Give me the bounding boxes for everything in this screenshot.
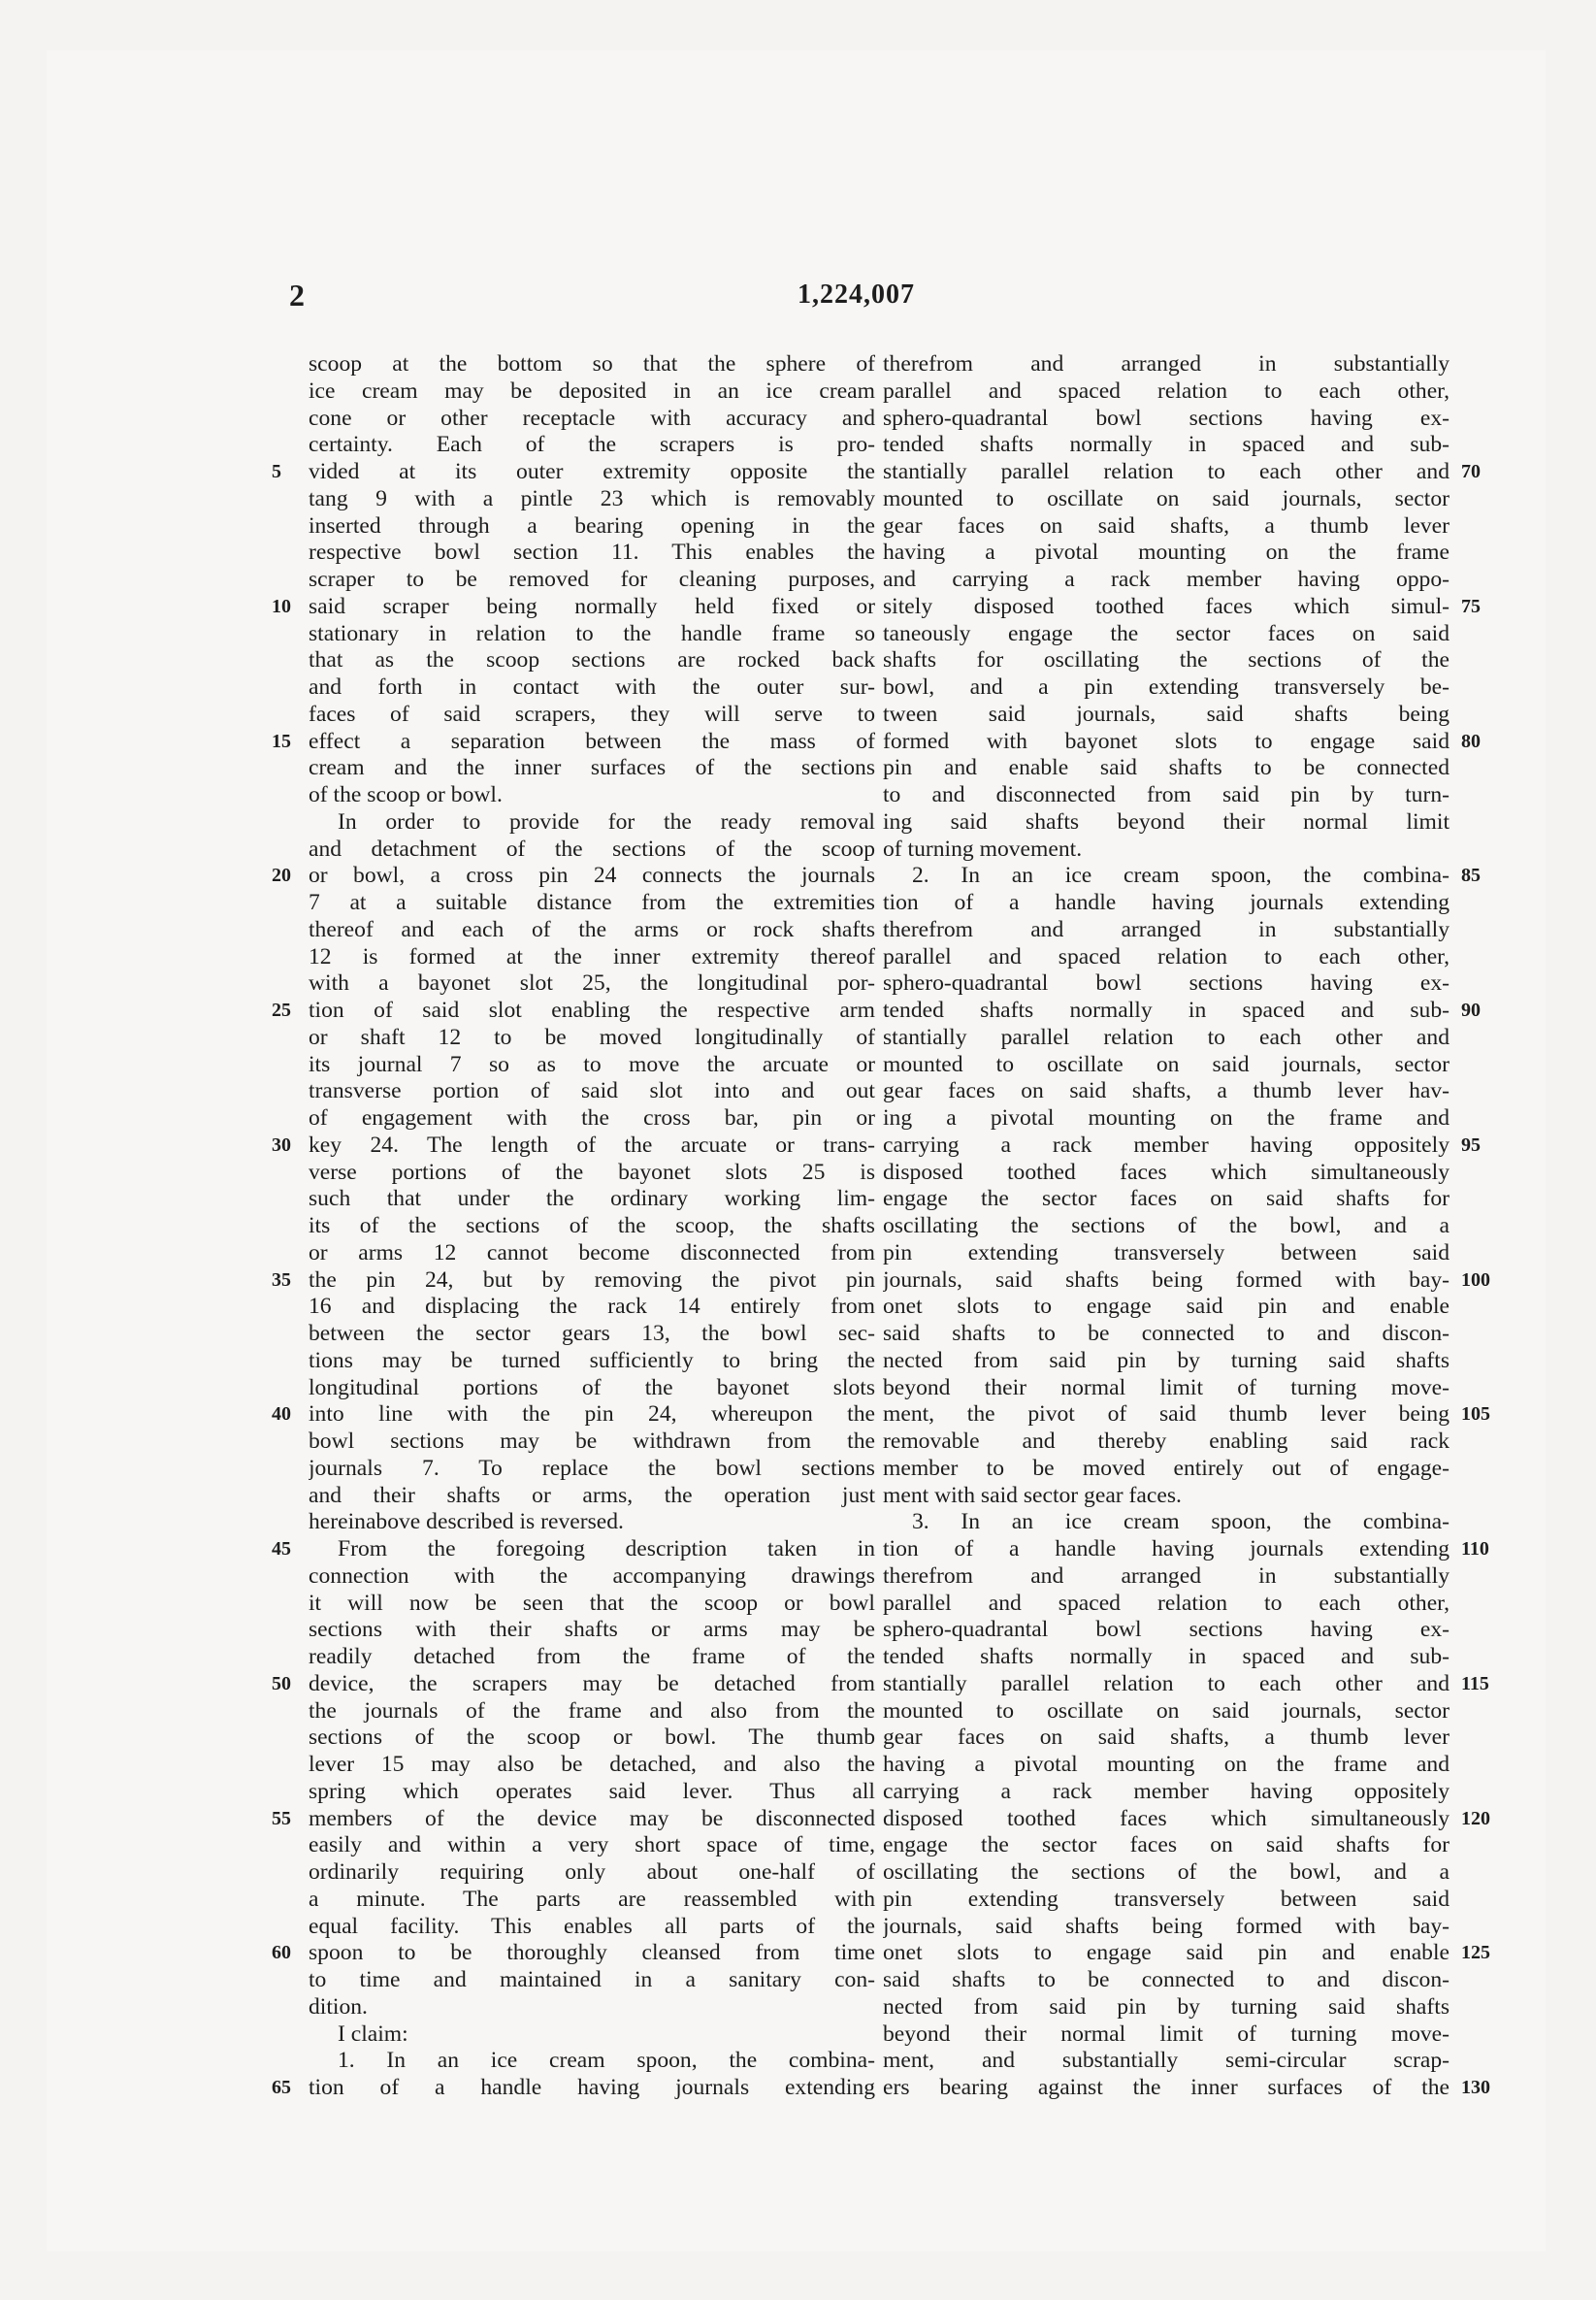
- line-number: 95: [1461, 1134, 1481, 1156]
- text-line: cone or other receptacle with accuracy and: [309, 405, 875, 431]
- text-line: thereof and each of the arms or rock shafts: [309, 916, 875, 942]
- text-line: parallel and spaced relation to each other,: [883, 1590, 1449, 1616]
- text-line: to and disconnected from said pin by turn-: [883, 782, 1449, 807]
- text-line: ordinarily requiring only about one-half of: [309, 1859, 875, 1885]
- text-line: removable and thereby enabling said rack: [883, 1429, 1449, 1454]
- text-line: 16 and displacing the rack 14 entirely from: [309, 1294, 875, 1320]
- text-line: its journal 7 so as to move the arcuate or: [309, 1051, 875, 1077]
- text-line: it will now be seen that the scoop or bowl: [309, 1590, 875, 1616]
- text-line: dition.: [309, 1993, 368, 2020]
- line-number: 85: [1461, 865, 1481, 887]
- text-line: longitudinal portions of the bayonet slots: [309, 1374, 875, 1400]
- patent-number: 1,224,007: [798, 279, 915, 310]
- line-number: 125: [1461, 1942, 1490, 1964]
- text-line: onet slots to engage said pin and enable: [883, 1940, 1449, 1966]
- text-line: engage the sector faces on said shafts for: [883, 1832, 1449, 1858]
- text-line: oscillating the sections of the bowl, and a: [883, 1859, 1449, 1885]
- text-line: bowl sections may be withdrawn from the: [309, 1429, 875, 1454]
- line-number: 50: [272, 1672, 291, 1694]
- text-line: stantially parallel relation to each other and: [883, 1670, 1449, 1696]
- line-number: 110: [1461, 1538, 1489, 1560]
- text-line: 3. In an ice cream spoon, the combina-: [912, 1509, 1449, 1535]
- text-line: mounted to oscillate on said journals, sector: [883, 1697, 1449, 1724]
- text-line: ment, and substantially semi-circular scrap-: [883, 2048, 1449, 2074]
- text-line: and detachment of the sections of the scoop: [309, 836, 875, 862]
- text-line: sections of the scoop or bowl. The thumb: [309, 1725, 875, 1751]
- text-line: certainty. Each of the scrapers is pro-: [309, 432, 875, 458]
- text-line: parallel and spaced relation to each other,: [883, 943, 1449, 969]
- text-line: key 24. The length of the arcuate or trans-: [309, 1132, 875, 1158]
- text-line: ers bearing against the inner surfaces of the: [883, 2075, 1449, 2100]
- text-line: tions may be turned sufficiently to bring the: [309, 1347, 875, 1373]
- line-number: 90: [1461, 1000, 1481, 1021]
- text-line: stationary in relation to the handle frame so: [309, 620, 875, 646]
- text-line: respective bowl section 11. This enables the: [309, 540, 875, 566]
- text-line: tended shafts normally in spaced and sub-: [883, 998, 1449, 1023]
- text-line: to time and maintained in a sanitary con-: [309, 1967, 875, 1992]
- text-line: of engagement with the cross bar, pin or: [309, 1105, 875, 1131]
- line-number: 130: [1461, 2077, 1490, 2098]
- page-number: 2: [289, 278, 306, 312]
- line-number: 55: [272, 1807, 291, 1829]
- text-line: and carrying a rack member having oppo-: [883, 567, 1449, 592]
- text-line: taneously engage the sector faces on said: [883, 620, 1449, 646]
- text-line: shafts for oscillating the sections of the: [883, 647, 1449, 674]
- text-line: stantially parallel relation to each other and: [883, 1024, 1449, 1050]
- line-number: 65: [272, 2077, 291, 2098]
- text-line: cream and the inner surfaces of the sections: [309, 755, 875, 781]
- line-number: 120: [1461, 1807, 1490, 1829]
- text-line: connection with the accompanying drawings: [309, 1562, 875, 1589]
- text-line: tween said journals, said shafts being: [883, 701, 1449, 727]
- line-number: 25: [272, 1000, 291, 1021]
- text-line: equal facility. This enables all parts of the: [309, 1913, 875, 1939]
- text-line: readily detached from the frame of the: [309, 1644, 875, 1669]
- text-line: carrying a rack member having oppositely: [883, 1778, 1449, 1804]
- text-line: or bowl, a cross pin 24 connects the journals: [309, 863, 875, 889]
- text-line: with a bayonet slot 25, the longitudinal por-: [309, 970, 875, 997]
- text-line: ice cream may be deposited in an ice cream: [309, 378, 875, 404]
- text-line: journals, said shafts being formed with bay-: [883, 1266, 1449, 1293]
- text-line: therefrom and arranged in substantially: [883, 1562, 1449, 1589]
- text-line: beyond their normal limit of turning move-: [883, 2021, 1449, 2047]
- text-line: into line with the pin 24, whereupon the: [309, 1401, 875, 1428]
- text-line: bowl, and a pin extending transversely be-: [883, 674, 1449, 700]
- text-line: and forth in contact with the outer sur-: [309, 674, 875, 700]
- line-number: 35: [272, 1268, 291, 1291]
- line-number: 5: [272, 461, 281, 482]
- text-line: 1. In an ice cream spoon, the combina-: [338, 2048, 875, 2074]
- text-line: its of the sections of the scoop, the shafts: [309, 1213, 875, 1238]
- text-line: pin and enable said shafts to be connected: [883, 755, 1449, 781]
- text-line: ing said shafts beyond their normal limit: [883, 808, 1449, 835]
- text-line: therefrom and arranged in substantially: [883, 916, 1449, 942]
- text-line: gear faces on said shafts, a thumb lever hav-: [883, 1078, 1449, 1104]
- text-line: sphero-quadrantal bowl sections having ex-: [883, 970, 1449, 997]
- text-line: said scraper being normally held fixed or: [309, 593, 875, 619]
- text-line: or arms 12 cannot become disconnected from: [309, 1239, 875, 1265]
- line-number: 70: [1461, 461, 1481, 482]
- text-line: of the scoop or bowl.: [309, 782, 503, 807]
- text-line: onet slots to engage said pin and enable: [883, 1294, 1449, 1320]
- text-line: nected from said pin by turning said shafts: [883, 1347, 1449, 1373]
- line-number: 60: [272, 1942, 291, 1964]
- left-text-column: [309, 351, 875, 2102]
- text-line: I claim:: [338, 2021, 408, 2047]
- line-number: 15: [272, 730, 291, 752]
- text-line: parallel and spaced relation to each other,: [883, 378, 1449, 404]
- line-number: 100: [1461, 1268, 1490, 1291]
- text-line: between the sector gears 13, the bowl sec-: [309, 1321, 875, 1346]
- text-line: transverse portion of said slot into and out: [309, 1078, 875, 1104]
- line-number: 45: [272, 1538, 291, 1560]
- text-line: easily and within a very short space of time,: [309, 1832, 875, 1858]
- text-line: mounted to oscillate on said journals, sector: [883, 485, 1449, 511]
- text-line: tion of said slot enabling the respective arm: [309, 998, 875, 1023]
- text-line: gear faces on said shafts, a thumb lever: [883, 1725, 1449, 1751]
- text-line: oscillating the sections of the bowl, and a: [883, 1213, 1449, 1238]
- line-number: 40: [272, 1403, 291, 1426]
- text-line: faces of said scrapers, they will serve to: [309, 701, 875, 727]
- text-line: sphero-quadrantal bowl sections having ex-: [883, 1617, 1449, 1643]
- text-line: scoop at the bottom so that the sphere of: [309, 351, 875, 377]
- text-line: tang 9 with a pintle 23 which is removably: [309, 485, 875, 511]
- text-line: spring which operates said lever. Thus all: [309, 1778, 875, 1804]
- text-line: or shaft 12 to be moved longitudinally of: [309, 1024, 875, 1050]
- text-line: ment with said sector gear faces.: [883, 1482, 1182, 1508]
- text-line: disposed toothed faces which simultaneously: [883, 1805, 1449, 1831]
- text-line: tended shafts normally in spaced and sub-: [883, 1644, 1449, 1669]
- line-number: 20: [272, 865, 291, 887]
- text-line: the journals of the frame and also from the: [309, 1697, 875, 1724]
- text-line: a minute. The parts are reassembled with: [309, 1886, 875, 1912]
- text-line: having a pivotal mounting on the frame and: [883, 1752, 1449, 1777]
- text-line: 2. In an ice cream spoon, the combina-: [912, 863, 1449, 889]
- text-line: journals, said shafts being formed with bay-: [883, 1913, 1449, 1939]
- text-line: inserted through a bearing opening in the: [309, 512, 875, 539]
- text-line: member to be moved entirely out of engage-: [883, 1455, 1449, 1481]
- text-line: tion of a handle having journals extending: [309, 2075, 875, 2100]
- text-line: 12 is formed at the inner extremity thereof: [309, 943, 875, 969]
- text-line: nected from said pin by turning said shafts: [883, 1993, 1449, 2020]
- text-line: pin extending transversely between said: [883, 1239, 1449, 1265]
- text-line: verse portions of the bayonet slots 25 is: [309, 1159, 875, 1185]
- text-line: tion of a handle having journals extending: [883, 890, 1449, 915]
- text-line: stantially parallel relation to each other and: [883, 459, 1449, 484]
- text-line: From the foregoing description taken in: [338, 1536, 875, 1561]
- text-line: hereinabove described is reversed.: [309, 1509, 624, 1535]
- text-line: scraper to be removed for cleaning purposes,: [309, 567, 875, 592]
- line-number: 115: [1461, 1672, 1489, 1694]
- text-line: sphero-quadrantal bowl sections having ex-: [883, 405, 1449, 431]
- text-line: disposed toothed faces which simultaneously: [883, 1159, 1449, 1185]
- text-line: tion of a handle having journals extending: [883, 1536, 1449, 1561]
- text-line: gear faces on said shafts, a thumb lever: [883, 512, 1449, 539]
- text-line: vided at its outer extremity opposite the: [309, 459, 875, 484]
- text-line: journals 7. To replace the bowl sections: [309, 1455, 875, 1481]
- text-line: mounted to oscillate on said journals, sector: [883, 1051, 1449, 1077]
- text-line: tended shafts normally in spaced and sub-: [883, 432, 1449, 458]
- text-line: that as the scoop sections are rocked back: [309, 647, 875, 674]
- text-line: pin extending transversely between said: [883, 1886, 1449, 1912]
- text-line: the pin 24, but by removing the pivot pin: [309, 1266, 875, 1293]
- text-line: sections with their shafts or arms may be: [309, 1617, 875, 1643]
- text-line: said shafts to be connected to and discon-: [883, 1967, 1449, 1992]
- text-line: said shafts to be connected to and discon-: [883, 1321, 1449, 1346]
- line-number: 10: [272, 595, 291, 617]
- text-line: members of the device may be disconnected: [309, 1805, 875, 1831]
- text-line: and their shafts or arms, the operation just: [309, 1482, 875, 1508]
- text-line: lever 15 may also be detached, and also the: [309, 1752, 875, 1777]
- text-line: ing a pivotal mounting on the frame and: [883, 1105, 1449, 1131]
- text-line: effect a separation between the mass of: [309, 728, 875, 754]
- line-number: 75: [1461, 595, 1481, 617]
- text-line: formed with bayonet slots to engage said: [883, 728, 1449, 754]
- text-line: 7 at a suitable distance from the extremities: [309, 890, 875, 915]
- text-line: engage the sector faces on said shafts for: [883, 1186, 1449, 1212]
- line-number: 30: [272, 1134, 291, 1156]
- text-line: having a pivotal mounting on the frame: [883, 540, 1449, 566]
- text-line: spoon to be thoroughly cleansed from time: [309, 1940, 875, 1966]
- text-line: carrying a rack member having oppositely: [883, 1132, 1449, 1158]
- text-line: device, the scrapers may be detached from: [309, 1670, 875, 1696]
- text-line: therefrom and arranged in substantially: [883, 351, 1449, 377]
- line-number: 80: [1461, 730, 1481, 752]
- text-line: ment, the pivot of said thumb lever being: [883, 1401, 1449, 1428]
- right-text-column: [883, 351, 1449, 2102]
- line-number: 105: [1461, 1403, 1490, 1426]
- text-line: beyond their normal limit of turning move-: [883, 1374, 1449, 1400]
- text-line: such that under the ordinary working lim-: [309, 1186, 875, 1212]
- text-line: sitely disposed toothed faces which simul-: [883, 593, 1449, 619]
- text-line: In order to provide for the ready removal: [338, 808, 875, 835]
- text-line: of turning movement.: [883, 836, 1083, 862]
